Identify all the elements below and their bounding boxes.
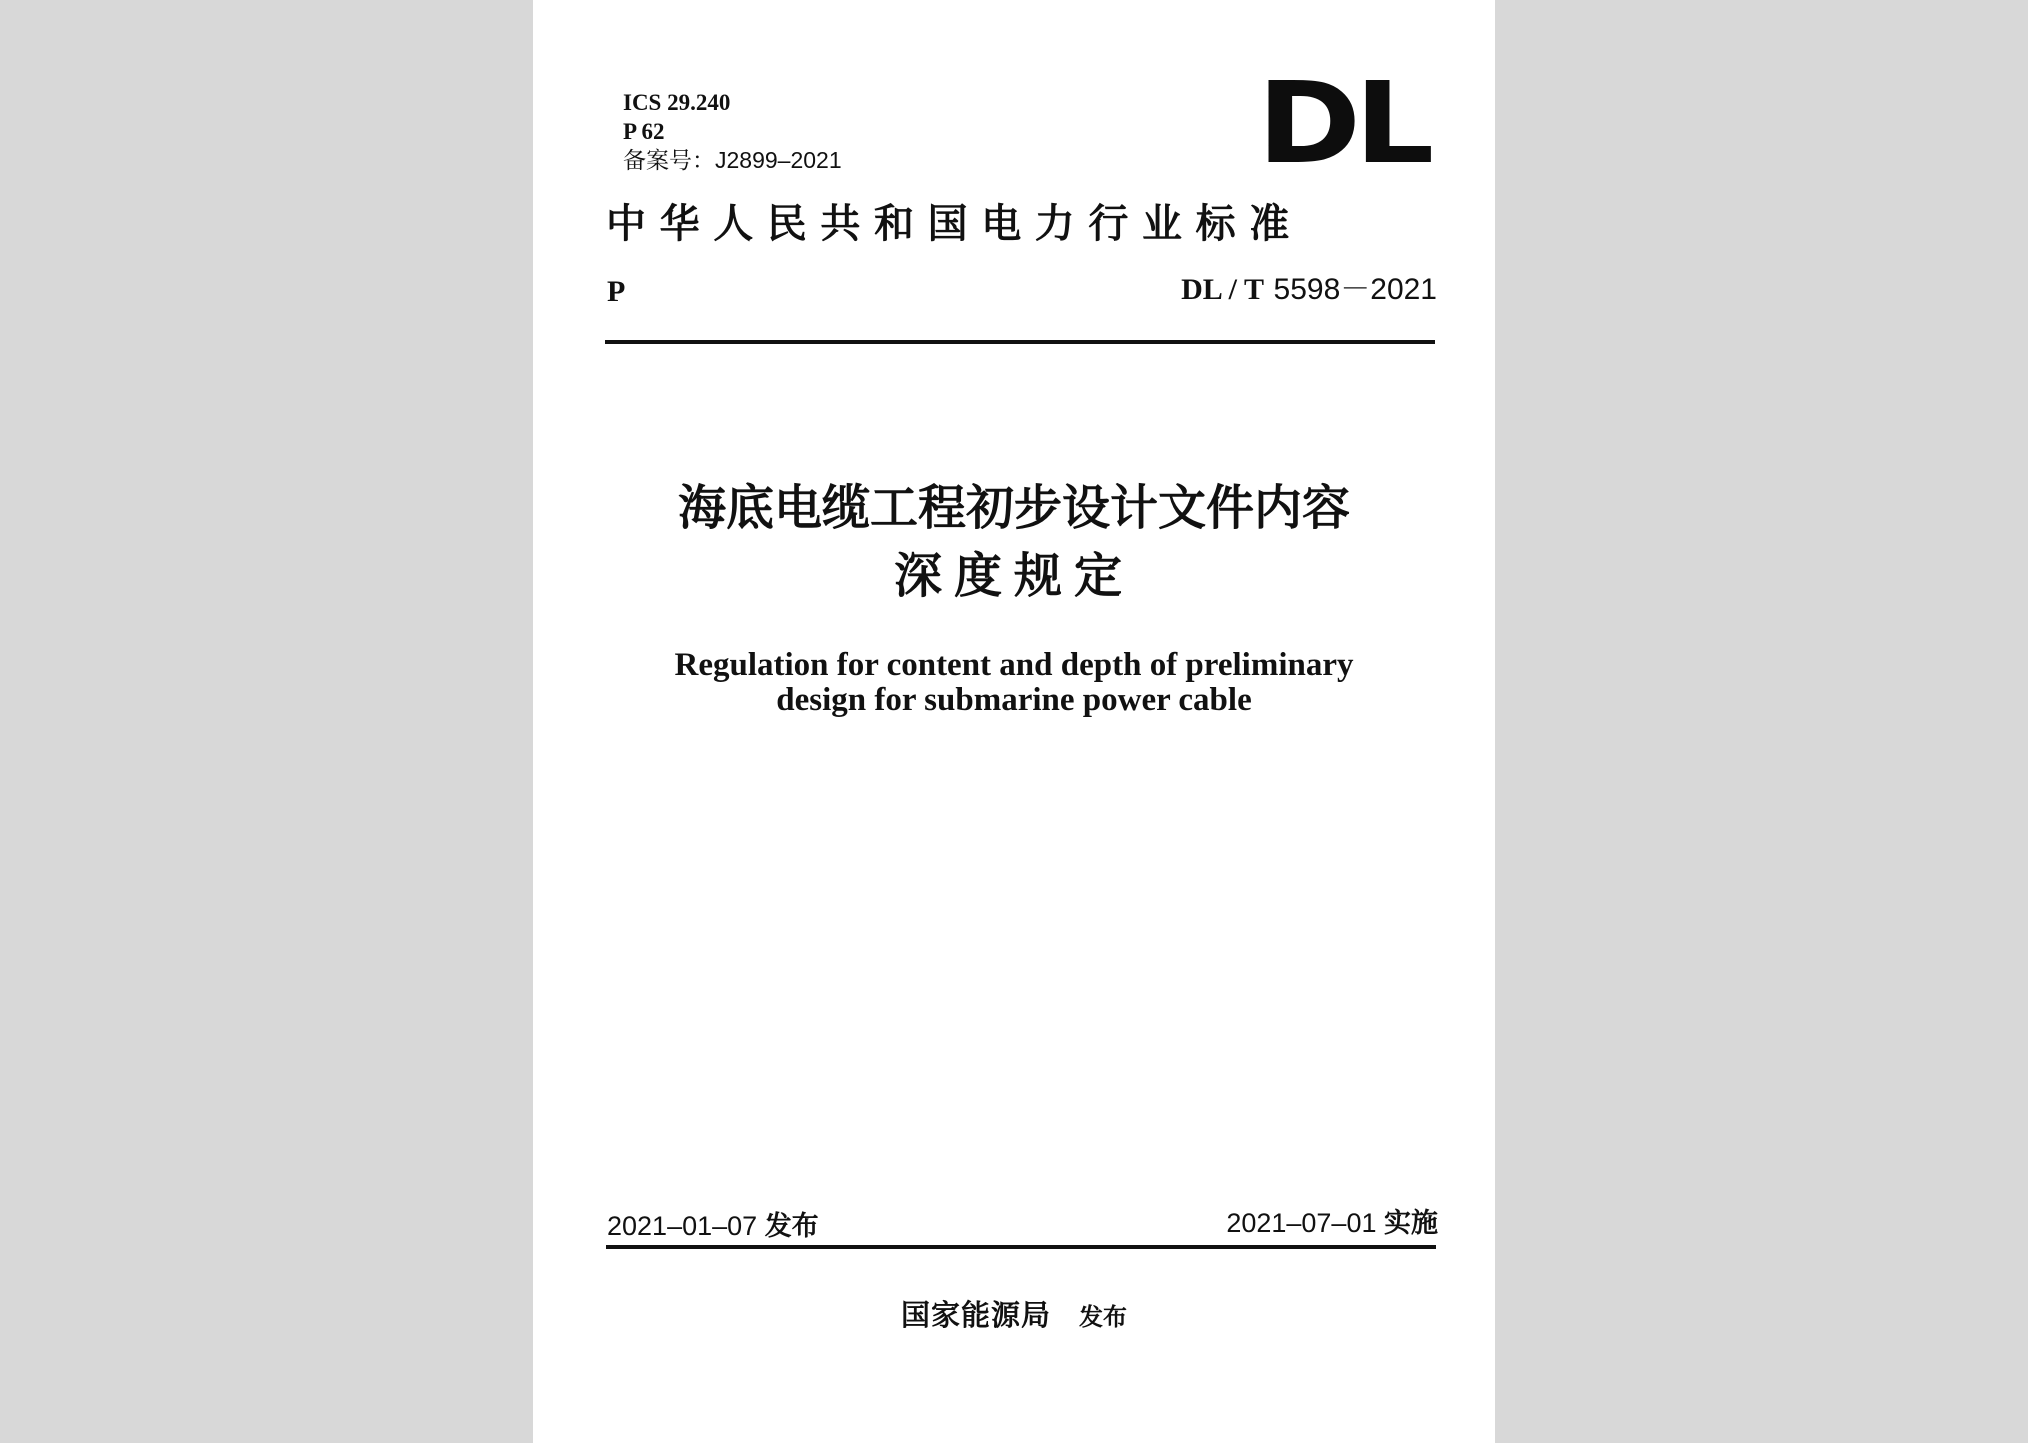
implementation-label: 实施: [1384, 1208, 1438, 1239]
ics-code: ICS 29.240: [623, 90, 731, 115]
title-english: [533, 648, 1495, 718]
standard-prefix: DL / T: [1181, 273, 1264, 306]
standard-number-value: 5598－2021: [1273, 273, 1437, 306]
record-label: 备案号：: [623, 147, 715, 173]
title-english-line-2: design for submarine power cable: [776, 682, 1252, 718]
title-chinese-line-2: 深度规定: [893, 548, 1134, 604]
class-code: P 62: [623, 119, 665, 144]
publisher-action: 发布: [1079, 1302, 1127, 1331]
title-english-line-1: Regulation for content and depth of preliminary: [674, 647, 1354, 683]
implementation-date: 2021–07–01: [1226, 1208, 1377, 1238]
top-divider: [605, 340, 1435, 344]
publisher-name: 国家能源局: [900, 1298, 1051, 1332]
record-number-line: [623, 146, 842, 175]
title-chinese: [533, 474, 1495, 610]
issue-date-line: [607, 1208, 819, 1245]
industry-standard-heading: 中华人民共和国电力行业标准: [606, 200, 1303, 247]
standard-number: [1181, 272, 1437, 308]
issue-date: 2021–01–07: [607, 1211, 758, 1241]
issue-label: 发布: [764, 1211, 819, 1242]
record-number: J2899–2021: [715, 147, 842, 173]
dl-logo: DL: [1257, 59, 1428, 189]
bottom-divider: [606, 1245, 1436, 1249]
title-chinese-line-1: 海底电缆工程初步设计文件内容: [677, 480, 1350, 536]
publisher-line: [533, 1296, 1495, 1336]
classification-block: [623, 88, 842, 175]
implementation-date-line: [1226, 1205, 1438, 1242]
document-page: [533, 0, 1495, 1443]
category-code: P: [607, 275, 626, 308]
